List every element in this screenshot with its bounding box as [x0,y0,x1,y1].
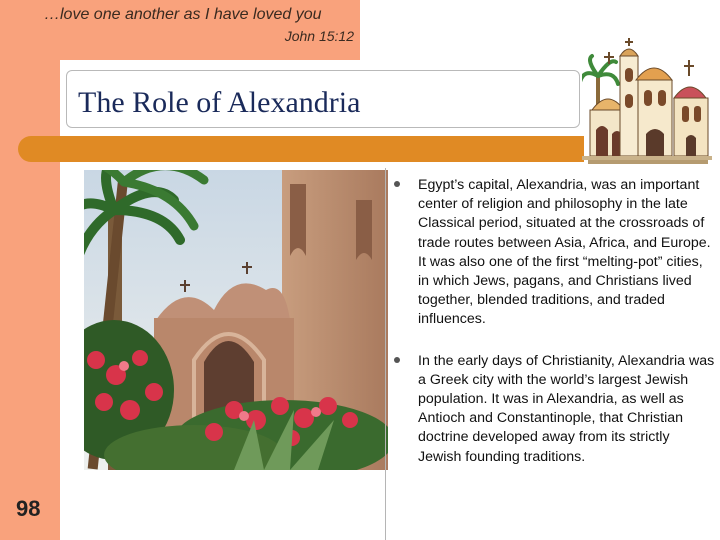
bullet-text: Egypt’s capital, Alexandria, was an important center of religion and philosophy in the late Classical period, situated at the crossroads of trade routes between Asia, Africa, and Europe. It was also one of the first “melting-pot” cities, in which Jews, pagans, and Christians lived together, blended traditions, and traded influences. [418,177,711,328]
monastery-photo [84,170,388,470]
bullet-list [390,176,716,489]
list-item [390,176,716,330]
list-item [390,352,716,467]
column-divider [385,168,386,540]
title-underline-bar [18,136,584,162]
slide-title: The Role of Alexandria [78,86,361,119]
bullet-icon [394,357,400,363]
left-accent-strip [0,0,60,540]
scripture-quote: …love one another as I have loved you [44,6,322,23]
page-number: 98 [16,496,41,521]
bullet-icon [394,181,400,187]
scripture-reference: John 15:12 [284,28,354,44]
bullet-text: In the early days of Christianity, Alexandria was a Greek city with the world’s largest Jewish population. It was in Alexandria, as well as Antioch and Constantinople, that Christian doctrine developed away from its strictly Jewish founding traditions. [418,352,715,465]
church-domes-illustration [582,38,712,168]
